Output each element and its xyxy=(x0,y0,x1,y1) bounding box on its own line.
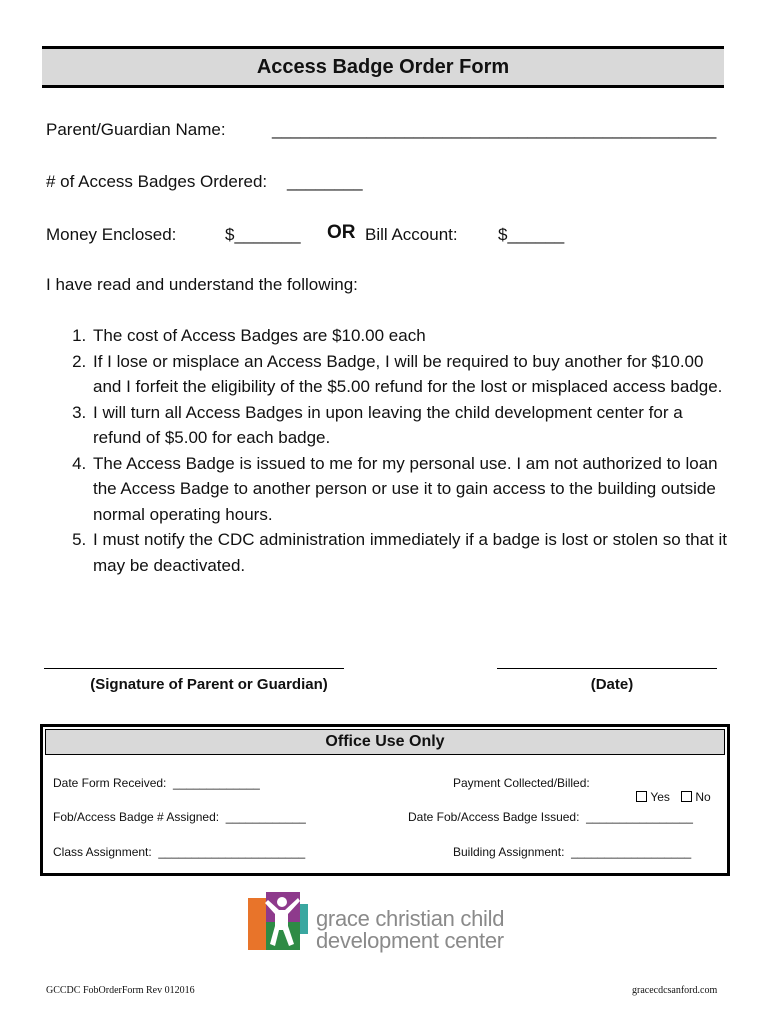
rules-list-wrapper xyxy=(46,323,728,578)
building-assignment-field[interactable]: Building Assignment: __________________ xyxy=(453,845,692,859)
form-title: Access Badge Order Form xyxy=(256,55,510,78)
logo-text-line2: development center xyxy=(316,928,504,953)
office-use-box xyxy=(40,724,730,876)
checkbox-icon[interactable] xyxy=(681,791,692,802)
date-fob-issued-field[interactable]: Date Fob/Access Badge Issued: ________________ xyxy=(408,810,693,824)
date-line[interactable] xyxy=(497,668,717,669)
logo-mark-icon xyxy=(246,890,310,954)
signature-caption: (Signature of Parent or Guardian) xyxy=(90,676,328,693)
office-use-title: Office Use Only xyxy=(325,733,445,750)
date-caption: (Date) xyxy=(590,676,634,693)
signature-line[interactable] xyxy=(44,668,344,669)
form-title-bar xyxy=(42,46,724,88)
no-label: No xyxy=(695,790,711,804)
or-separator: OR xyxy=(327,222,356,243)
payment-collected-label: Payment Collected/Billed: xyxy=(453,776,590,790)
checkbox-icon[interactable] xyxy=(636,791,647,802)
money-enclosed-field[interactable]: $_______ xyxy=(225,225,301,244)
rule-item: 2. If I lose or misplace an Access Badge, I will be required to buy another for $10.00 and I forfeit the eligibility of the $5.00 refund for the lost or misplaced access badge. xyxy=(91,349,728,400)
parent-name-label: Parent/Guardian Name: xyxy=(46,120,226,139)
rule-item: 4. The Access Badge is issued to me for my personal use. I am not authorized to loan the Access Badge to another person or use it to gain access to the building outside normal operating hours. xyxy=(91,451,728,528)
money-enclosed-label: Money Enclosed: xyxy=(46,225,177,244)
date-form-received-field[interactable]: Date Form Received: _____________ xyxy=(53,776,260,790)
rule-item: 1. The cost of Access Badges are $10.00 each xyxy=(91,323,728,349)
class-assignment-field[interactable]: Class Assignment: ______________________ xyxy=(53,845,306,859)
logo-text-line1: grace christian child xyxy=(316,906,505,931)
rule-item: 5. I must notify the CDC administration immediately if a badge is lost or stolen so that it may be deactivated. xyxy=(91,527,728,578)
footer-revision: GCCDC FobOrderForm Rev 012016 xyxy=(46,985,195,996)
badges-ordered-label: # of Access Badges Ordered: xyxy=(46,172,268,191)
office-use-heading xyxy=(45,729,725,755)
badges-ordered-field[interactable]: ________ xyxy=(287,172,363,191)
yes-label: Yes xyxy=(650,790,670,804)
rule-item: 3. I will turn all Access Badges in upon leaving the child development center for a refund of $5.00 for each badge. xyxy=(91,400,728,451)
footer-website: gracecdcsanford.com xyxy=(632,985,718,996)
bill-account-field[interactable]: $______ xyxy=(498,225,565,244)
acknowledgement-intro: I have read and understand the following: xyxy=(46,275,358,294)
bill-account-label: Bill Account: xyxy=(365,225,458,244)
rules-list xyxy=(46,323,728,578)
parent-name-field[interactable]: _______________________________________________ xyxy=(272,120,717,139)
fob-assigned-field[interactable]: Fob/Access Badge # Assigned: ____________ xyxy=(53,810,306,824)
